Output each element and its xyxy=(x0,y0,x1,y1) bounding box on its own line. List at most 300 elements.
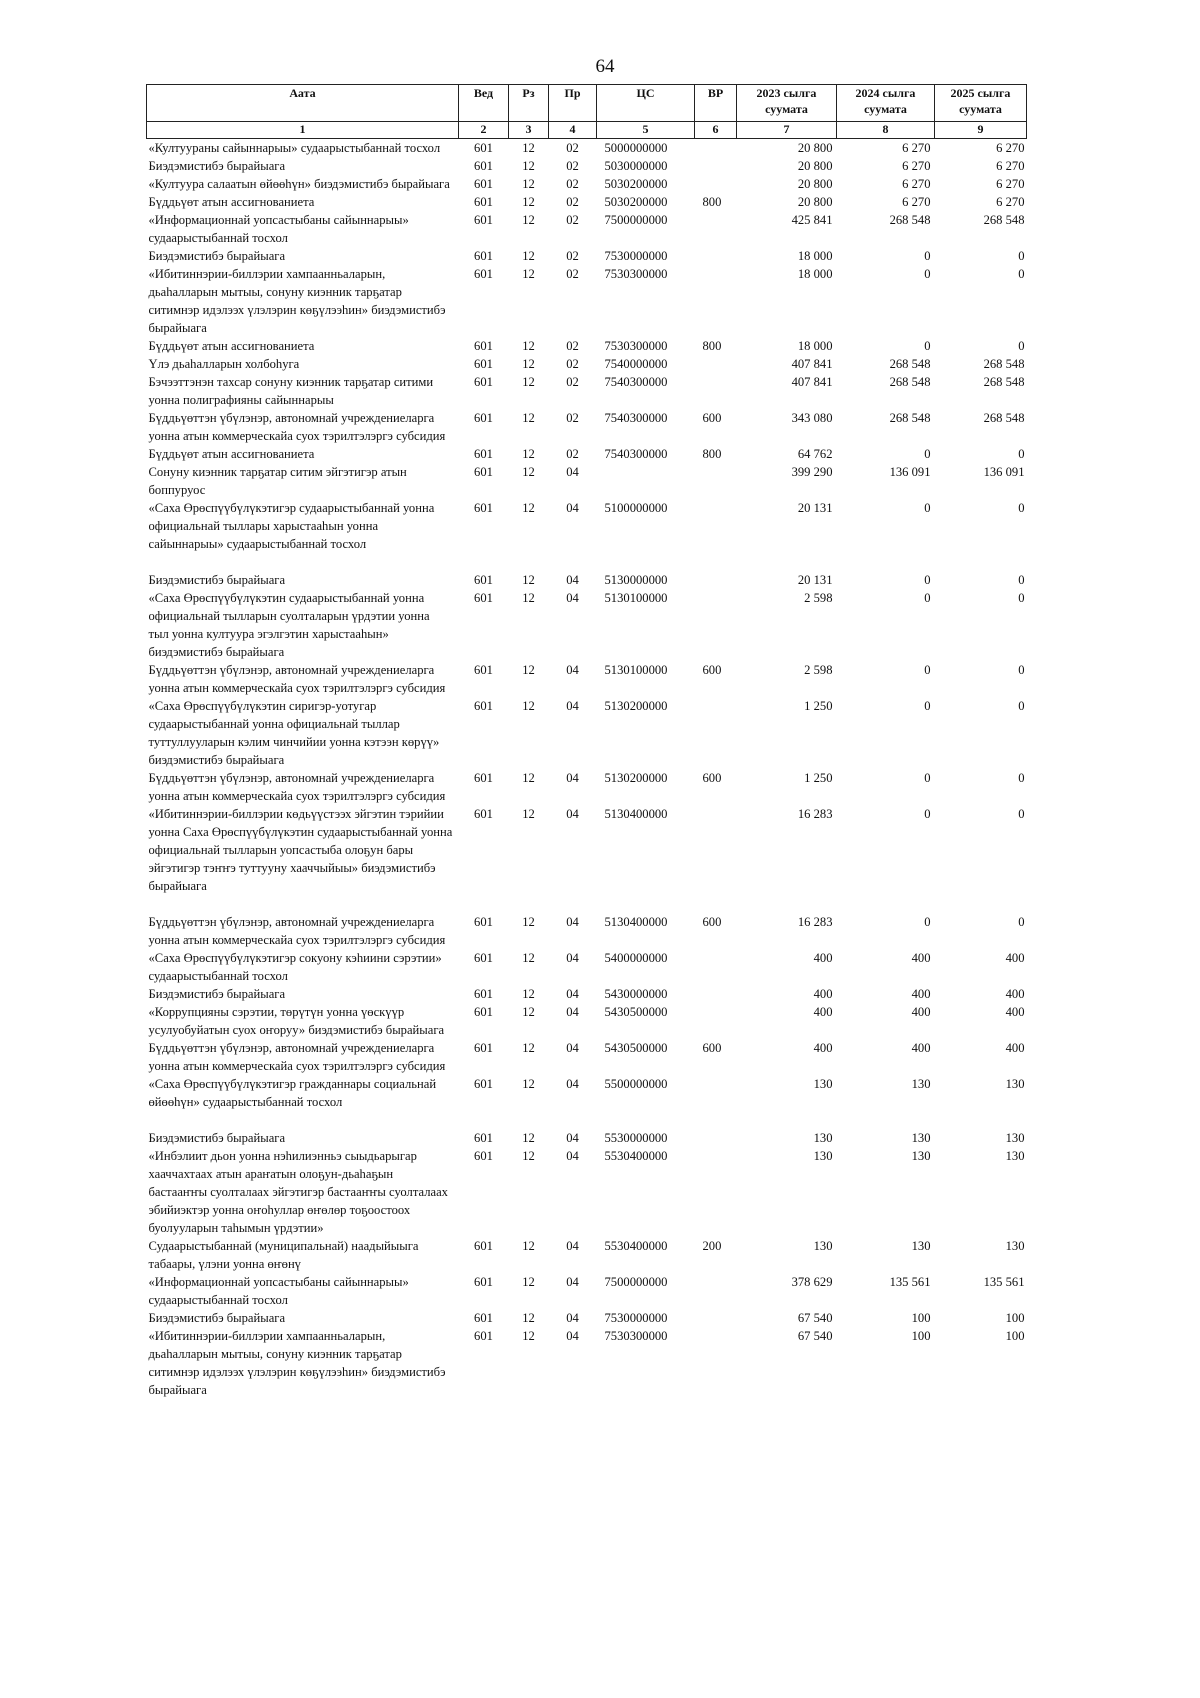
row-pr: 04 xyxy=(566,806,579,821)
row-pr: 04 xyxy=(566,1310,579,1325)
row-pr: 02 xyxy=(566,194,579,209)
row-amount-2024: 100 xyxy=(911,1310,931,1325)
row-rz: 12 xyxy=(522,464,535,479)
row-vr xyxy=(695,175,737,193)
row-ved: 601 xyxy=(474,1274,493,1289)
row-amount-2025: 0 xyxy=(1018,770,1025,785)
row-amount-2025: 0 xyxy=(1018,248,1025,263)
row-amount-2024: 400 xyxy=(911,1004,931,1019)
row-cs: 5130100000 xyxy=(604,590,668,605)
row-pr: 04 xyxy=(566,1238,579,1253)
row-amount-2024: 0 xyxy=(924,698,931,713)
row-name: «Информационнай уопсастыбаны сайыннарыы» судаарыстыбаннай тосхол xyxy=(148,1274,409,1307)
row-rz: 12 xyxy=(522,1274,535,1289)
row-amount-2024: 130 xyxy=(911,1130,931,1145)
row-name: «Саха Өрөспүүбүлүкэтигэр сокуону кэһиини сэрэтии» судаарыстыбаннай тосхол xyxy=(148,950,442,983)
row-vr xyxy=(695,805,737,913)
row-cs: 5030000000 xyxy=(604,158,668,173)
row-amount-2023: 20 131 xyxy=(797,572,833,587)
table-row xyxy=(147,1075,1027,1129)
row-amount-2023: 20 131 xyxy=(797,500,833,515)
row-amount-2023: 425 841 xyxy=(791,212,833,227)
row-name: Бүддьүөт атын ассигнованиета xyxy=(148,338,315,353)
row-pr: 04 xyxy=(566,1130,579,1145)
row-pr: 04 xyxy=(566,662,579,677)
row-ved: 601 xyxy=(474,698,493,713)
table-row xyxy=(147,1327,1027,1399)
table-row xyxy=(147,805,1027,913)
row-rz: 12 xyxy=(522,590,535,605)
row-name: «Саха Өрөспүүбүлүкэтигэр гражданнары социальнай өйөөһүн» судаарыстыбаннай тосхол xyxy=(148,1076,437,1109)
row-pr: 04 xyxy=(566,1040,579,1055)
row-amount-2023: 400 xyxy=(813,950,833,965)
row-rz: 12 xyxy=(522,1310,535,1325)
row-vr: 800 xyxy=(702,338,722,353)
row-amount-2024: 0 xyxy=(924,446,931,461)
row-cs: 5000000000 xyxy=(604,140,668,155)
row-amount-2024: 0 xyxy=(924,914,931,929)
row-ved: 601 xyxy=(474,1148,493,1163)
column-number: 9 xyxy=(935,122,1027,139)
row-vr xyxy=(695,1309,737,1327)
row-amount-2025: 0 xyxy=(1018,590,1025,605)
row-vr xyxy=(695,1003,737,1039)
row-cs: 7530000000 xyxy=(604,248,668,263)
table-row xyxy=(147,157,1027,175)
row-cs: 5530000000 xyxy=(604,1130,668,1145)
row-amount-2023: 2 598 xyxy=(804,590,833,605)
row-ved: 601 xyxy=(474,446,493,461)
table-row xyxy=(147,373,1027,409)
row-ved: 601 xyxy=(474,1040,493,1055)
row-pr: 04 xyxy=(566,1076,579,1091)
row-ved: 601 xyxy=(474,338,493,353)
row-amount-2025: 0 xyxy=(1018,338,1025,353)
row-rz: 12 xyxy=(522,1328,535,1343)
row-name: «Информационнай уопсастыбаны сайыннарыы» судаарыстыбаннай тосхол xyxy=(148,212,409,245)
row-rz: 12 xyxy=(522,446,535,461)
row-amount-2025: 130 xyxy=(1005,1076,1025,1091)
row-name: Бүддьүөттэн үбүлэнэр, автономнай учреждениеларга уонна атын коммерческайа суох тэрилтэлэргэ субсидия xyxy=(148,914,446,947)
header-name: Аата xyxy=(147,85,459,122)
row-cs: 5130200000 xyxy=(604,698,668,713)
table-row xyxy=(147,769,1027,805)
row-amount-2025: 136 091 xyxy=(983,464,1025,479)
row-cs: 5130100000 xyxy=(604,662,668,677)
table-row xyxy=(147,175,1027,193)
row-amount-2025: 130 xyxy=(1005,1238,1025,1253)
row-name: «Ибитиннэрии-биллэрии хампаанньаларын, дьаһалларын мытыы, сонуну киэнник тарҕатар ситимнэр идэлээх үлэлэрин көҕүлээһин» биэдэмистибэ бырайыага xyxy=(148,1328,446,1397)
row-pr: 04 xyxy=(566,572,579,587)
row-rz: 12 xyxy=(522,248,535,263)
row-amount-2025: 268 548 xyxy=(983,374,1025,389)
row-cs: 7540300000 xyxy=(604,374,668,389)
row-pr: 02 xyxy=(566,248,579,263)
row-rz: 12 xyxy=(522,572,535,587)
row-cs: 5430500000 xyxy=(604,1040,668,1055)
row-name: Биэдэмистибэ бырайыага xyxy=(148,248,286,263)
row-rz: 12 xyxy=(522,1148,535,1163)
row-amount-2024: 0 xyxy=(924,248,931,263)
row-vr: 800 xyxy=(702,194,722,209)
header-cs: ЦС xyxy=(597,85,695,122)
header-2025: 2025 сылга суумата xyxy=(935,85,1027,122)
row-vr xyxy=(695,571,737,589)
table-row xyxy=(147,1309,1027,1327)
row-amount-2025: 100 xyxy=(1005,1328,1025,1343)
row-name: «Култуураны сайыннарыы» судаарыстыбаннай тосхол xyxy=(148,140,441,155)
row-vr: 600 xyxy=(702,770,722,785)
row-amount-2025: 0 xyxy=(1018,446,1025,461)
row-amount-2024: 400 xyxy=(911,1040,931,1055)
page-number: 64 xyxy=(595,56,615,77)
row-ved: 601 xyxy=(474,986,493,1001)
row-rz: 12 xyxy=(522,986,535,1001)
row-name: «Коррупцияны сэрэтии, төрүтүн уонна үөскүүр усулуобуйатын суох оҥоруу» биэдэмистибэ бырайыага xyxy=(148,1004,445,1037)
column-number: 7 xyxy=(737,122,837,139)
row-vr: 600 xyxy=(702,914,722,929)
table-body xyxy=(147,138,1027,1399)
header-pr: Пр xyxy=(549,85,597,122)
row-name: «Ибитиннэрии-биллэрии көдьүүстээх эйгэтин тэрийии уонна Саха Өрөспүүбүлүкэтин судаарыстыбаннай уонна официальнай тылларын уопсастыба олоҕун бары эйгэтигэр тэҥҥэ туттууну хааччыйыы» биэдэмистибэ бырайыага xyxy=(148,806,453,893)
row-ved: 601 xyxy=(474,572,493,587)
row-amount-2023: 378 629 xyxy=(791,1274,833,1289)
table-row xyxy=(147,949,1027,985)
row-ved: 601 xyxy=(474,770,493,785)
row-amount-2025: 400 xyxy=(1005,986,1025,1001)
row-amount-2025: 6 270 xyxy=(996,176,1025,191)
row-pr: 02 xyxy=(566,266,579,281)
row-pr: 02 xyxy=(566,410,579,425)
row-ved: 601 xyxy=(474,212,493,227)
row-cs: 7530300000 xyxy=(604,338,668,353)
row-amount-2024: 0 xyxy=(924,662,931,677)
row-amount-2024: 0 xyxy=(924,806,931,821)
row-name: Биэдэмистибэ бырайыага xyxy=(148,572,286,587)
row-amount-2024: 0 xyxy=(924,770,931,785)
row-amount-2024: 100 xyxy=(911,1328,931,1343)
row-pr: 04 xyxy=(566,770,579,785)
row-vr xyxy=(695,247,737,265)
row-amount-2023: 67 540 xyxy=(797,1310,833,1325)
row-rz: 12 xyxy=(522,1076,535,1091)
table-row xyxy=(147,499,1027,571)
row-rz: 12 xyxy=(522,698,535,713)
row-rz: 12 xyxy=(522,770,535,785)
row-cs: 5530400000 xyxy=(604,1238,668,1253)
row-rz: 12 xyxy=(522,176,535,191)
row-amount-2025: 0 xyxy=(1018,806,1025,821)
table-row xyxy=(147,571,1027,589)
header-rz: Рз xyxy=(509,85,549,122)
row-amount-2025: 0 xyxy=(1018,914,1025,929)
row-name: Үлэ дьаһалларын холбоһуга xyxy=(148,356,300,371)
row-pr: 04 xyxy=(566,1274,579,1289)
row-amount-2025: 6 270 xyxy=(996,194,1025,209)
row-name: «Култуура салаатын өйөөһүн» биэдэмистибэ бырайыага xyxy=(148,176,450,191)
row-amount-2023: 20 800 xyxy=(797,194,833,209)
row-pr: 04 xyxy=(566,1004,579,1019)
row-amount-2025: 0 xyxy=(1018,500,1025,515)
column-number-row xyxy=(147,122,1027,139)
row-amount-2023: 407 841 xyxy=(791,356,833,371)
row-pr: 02 xyxy=(566,374,579,389)
row-pr: 02 xyxy=(566,140,579,155)
row-cs: 5500000000 xyxy=(604,1076,668,1091)
row-cs: 7530000000 xyxy=(604,1310,668,1325)
row-rz: 12 xyxy=(522,374,535,389)
row-vr: 600 xyxy=(702,1040,722,1055)
table-row xyxy=(147,697,1027,769)
table-header-row xyxy=(147,85,1027,122)
row-vr: 600 xyxy=(702,410,722,425)
row-cs: 5430500000 xyxy=(604,1004,668,1019)
row-amount-2024: 0 xyxy=(924,590,931,605)
row-ved: 601 xyxy=(474,914,493,929)
row-pr: 04 xyxy=(566,698,579,713)
row-cs: 5430000000 xyxy=(604,986,668,1001)
row-vr: 800 xyxy=(702,446,722,461)
row-vr xyxy=(695,1129,737,1147)
row-cs: 7540300000 xyxy=(604,410,668,425)
row-ved: 601 xyxy=(474,1130,493,1145)
row-amount-2025: 268 548 xyxy=(983,410,1025,425)
row-ved: 601 xyxy=(474,950,493,965)
row-pr: 04 xyxy=(566,590,579,605)
row-amount-2024: 130 xyxy=(911,1238,931,1253)
row-amount-2024: 0 xyxy=(924,338,931,353)
row-ved: 601 xyxy=(474,806,493,821)
row-amount-2025: 0 xyxy=(1018,698,1025,713)
row-name: Бүддьүөттэн үбүлэнэр, автономнай учреждениеларга уонна атын коммерческайа суох тэрилтэлэргэ субсидия xyxy=(148,1040,446,1073)
row-amount-2023: 130 xyxy=(813,1238,833,1253)
row-vr xyxy=(695,985,737,1003)
budget-table xyxy=(146,84,1027,1399)
row-rz: 12 xyxy=(522,194,535,209)
row-vr xyxy=(695,697,737,769)
row-amount-2023: 16 283 xyxy=(797,914,833,929)
row-vr xyxy=(695,949,737,985)
table-row xyxy=(147,193,1027,211)
row-amount-2024: 130 xyxy=(911,1148,931,1163)
row-ved: 601 xyxy=(474,410,493,425)
row-pr: 04 xyxy=(566,914,579,929)
row-amount-2024: 268 548 xyxy=(889,410,931,425)
row-rz: 12 xyxy=(522,806,535,821)
row-amount-2025: 400 xyxy=(1005,1040,1025,1055)
row-cs: 5130200000 xyxy=(604,770,668,785)
row-pr: 04 xyxy=(566,986,579,1001)
row-amount-2023: 18 000 xyxy=(797,248,833,263)
row-amount-2023: 18 000 xyxy=(797,338,833,353)
row-amount-2024: 268 548 xyxy=(889,356,931,371)
row-name: «Инбэлиит дьон уонна нэһилиэнньэ сыыдьарыгар хааччахтаах атын араҥатын олоҕун-дьаһаҕын бастааҥҥы суолталаах эйгэтигэр бастааҥҥы суолталаах эбийиэктэр уонна оҥоһуллар өҥөлөр тоҕоостоох буолууларын таһымын үрдэтии» xyxy=(148,1148,448,1235)
row-vr xyxy=(695,1147,737,1237)
table-row xyxy=(147,589,1027,661)
row-name: Бүддьүөттэн үбүлэнэр, автономнай учреждениеларга уонна атын коммерческайа суох тэрилтэлэргэ субсидия xyxy=(148,770,446,803)
row-cs: 5400000000 xyxy=(604,950,668,965)
row-cs: 7500000000 xyxy=(604,1274,668,1289)
row-amount-2023: 20 800 xyxy=(797,158,833,173)
row-ved: 601 xyxy=(474,1310,493,1325)
row-vr xyxy=(695,373,737,409)
row-ved: 601 xyxy=(474,248,493,263)
row-rz: 12 xyxy=(522,140,535,155)
table-row xyxy=(147,661,1027,697)
table-row xyxy=(147,1273,1027,1309)
row-name: Сонуну киэнник тарҕатар ситим эйгэтигэр атын боппуруос xyxy=(148,464,407,497)
row-amount-2024: 135 561 xyxy=(889,1274,931,1289)
column-number: 2 xyxy=(459,122,509,139)
column-number: 5 xyxy=(597,122,695,139)
row-name: Бүддьүөт атын ассигнованиета xyxy=(148,446,315,461)
row-rz: 12 xyxy=(522,914,535,929)
table-row xyxy=(147,445,1027,463)
row-amount-2024: 268 548 xyxy=(889,212,931,227)
header-2023: 2023 сылга суумата xyxy=(737,85,837,122)
row-name: «Саха Өрөспүүбүлүкэтин судаарыстыбаннай уонна официальнай тылларын суолталарын үрдэтии уонна тыл уонна култуура эгэлгэтин харыстааһын» биэдэмистибэ бырайыага xyxy=(148,590,430,659)
row-cs xyxy=(597,463,695,499)
row-amount-2024: 130 xyxy=(911,1076,931,1091)
row-amount-2024: 400 xyxy=(911,986,931,1001)
row-ved: 601 xyxy=(474,500,493,515)
table-row xyxy=(147,1039,1027,1075)
row-amount-2025: 135 561 xyxy=(983,1274,1025,1289)
row-amount-2025: 0 xyxy=(1018,266,1025,281)
table-row xyxy=(147,211,1027,247)
row-amount-2023: 20 800 xyxy=(797,176,833,191)
row-amount-2023: 1 250 xyxy=(804,698,833,713)
row-cs: 5100000000 xyxy=(604,500,668,515)
table-row xyxy=(147,247,1027,265)
row-name: Биэдэмистибэ бырайыага xyxy=(148,1310,286,1325)
table-row xyxy=(147,985,1027,1003)
row-name: «Саха Өрөспүүбүлүкэтигэр судаарыстыбаннай уонна официальнай тыллары харыстааһын уонна сайыннарыы» судаарыстыбаннай тосхол xyxy=(148,500,435,551)
row-vr xyxy=(695,499,737,571)
table-row xyxy=(147,463,1027,499)
row-name: Судаарыстыбаннай (муниципальнай) наадыйыыга табаары, үлэни уонна өҥөнү xyxy=(148,1238,419,1271)
row-pr: 02 xyxy=(566,356,579,371)
row-pr: 04 xyxy=(566,950,579,965)
table-row xyxy=(147,1129,1027,1147)
row-amount-2023: 67 540 xyxy=(797,1328,833,1343)
table-row xyxy=(147,355,1027,373)
row-ved: 601 xyxy=(474,464,493,479)
row-amount-2025: 6 270 xyxy=(996,158,1025,173)
row-vr: 600 xyxy=(702,662,722,677)
row-cs: 5130000000 xyxy=(604,572,668,587)
row-ved: 601 xyxy=(474,1004,493,1019)
row-ved: 601 xyxy=(474,140,493,155)
row-cs: 7540000000 xyxy=(604,356,668,371)
row-amount-2023: 343 080 xyxy=(791,410,833,425)
row-rz: 12 xyxy=(522,662,535,677)
row-amount-2025: 0 xyxy=(1018,662,1025,677)
row-amount-2023: 400 xyxy=(813,1040,833,1055)
row-vr xyxy=(695,157,737,175)
row-name: Биэдэмистибэ бырайыага xyxy=(148,158,286,173)
row-ved: 601 xyxy=(474,590,493,605)
row-cs: 7530300000 xyxy=(604,1328,668,1343)
table-row xyxy=(147,337,1027,355)
row-amount-2025: 6 270 xyxy=(996,140,1025,155)
table-row xyxy=(147,1237,1027,1273)
row-name: Бэчээттэнэн тахсар сонуну киэнник тарҕатар ситими уонна полиграфияны сайыннарыы xyxy=(148,374,434,407)
row-amount-2025: 100 xyxy=(1005,1310,1025,1325)
row-ved: 601 xyxy=(474,176,493,191)
row-amount-2024: 0 xyxy=(924,500,931,515)
row-cs: 7540300000 xyxy=(604,446,668,461)
row-ved: 601 xyxy=(474,1076,493,1091)
row-amount-2023: 130 xyxy=(813,1130,833,1145)
row-amount-2023: 20 800 xyxy=(797,140,833,155)
row-vr xyxy=(695,355,737,373)
row-ved: 601 xyxy=(474,266,493,281)
row-amount-2023: 407 841 xyxy=(791,374,833,389)
row-pr: 02 xyxy=(566,338,579,353)
header-vr: ВР xyxy=(695,85,737,122)
row-vr xyxy=(695,1273,737,1309)
row-amount-2024: 6 270 xyxy=(902,176,931,191)
row-rz: 12 xyxy=(522,500,535,515)
row-amount-2023: 1 250 xyxy=(804,770,833,785)
row-pr: 04 xyxy=(566,500,579,515)
table-row xyxy=(147,409,1027,445)
row-rz: 12 xyxy=(522,410,535,425)
row-amount-2024: 6 270 xyxy=(902,158,931,173)
row-pr: 02 xyxy=(566,176,579,191)
row-name: «Саха Өрөспүүбүлүкэтин сиригэр-уотугар судаарыстыбаннай уонна официальнай тыллар туттуллууларын кэлим чинчийии уонна кэтээн көрүү» биэдэмистибэ бырайыага xyxy=(148,698,440,767)
row-cs: 5530400000 xyxy=(604,1148,668,1163)
table-row xyxy=(147,913,1027,949)
row-rz: 12 xyxy=(522,338,535,353)
row-vr xyxy=(695,265,737,337)
row-amount-2024: 6 270 xyxy=(902,194,931,209)
row-amount-2024: 136 091 xyxy=(889,464,931,479)
row-ved: 601 xyxy=(474,356,493,371)
row-amount-2023: 400 xyxy=(813,986,833,1001)
table-row xyxy=(147,265,1027,337)
row-rz: 12 xyxy=(522,356,535,371)
row-rz: 12 xyxy=(522,266,535,281)
row-vr xyxy=(695,1327,737,1399)
row-pr: 02 xyxy=(566,446,579,461)
row-ved: 601 xyxy=(474,1238,493,1253)
column-number: 4 xyxy=(549,122,597,139)
table-row xyxy=(147,1147,1027,1237)
row-amount-2023: 64 762 xyxy=(797,446,833,461)
row-amount-2024: 6 270 xyxy=(902,140,931,155)
row-amount-2025: 268 548 xyxy=(983,212,1025,227)
row-rz: 12 xyxy=(522,212,535,227)
row-rz: 12 xyxy=(522,1130,535,1145)
row-name: Бүддьүөт атын ассигнованиета xyxy=(148,194,315,209)
row-amount-2024: 268 548 xyxy=(889,374,931,389)
row-cs: 5130400000 xyxy=(604,806,668,821)
row-amount-2025: 400 xyxy=(1005,950,1025,965)
row-vr xyxy=(695,463,737,499)
row-rz: 12 xyxy=(522,950,535,965)
row-vr xyxy=(695,1075,737,1129)
row-amount-2025: 268 548 xyxy=(983,356,1025,371)
row-rz: 12 xyxy=(522,1004,535,1019)
row-amount-2025: 400 xyxy=(1005,1004,1025,1019)
row-ved: 601 xyxy=(474,158,493,173)
row-name: Биэдэмистибэ бырайыага xyxy=(148,986,286,1001)
row-cs: 5130400000 xyxy=(604,914,668,929)
row-amount-2023: 130 xyxy=(813,1148,833,1163)
row-name: Бүддьүөттэн үбүлэнэр, автономнай учреждениеларга уонна атын коммерческайа суох тэрилтэлэргэ субсидия xyxy=(148,410,446,443)
